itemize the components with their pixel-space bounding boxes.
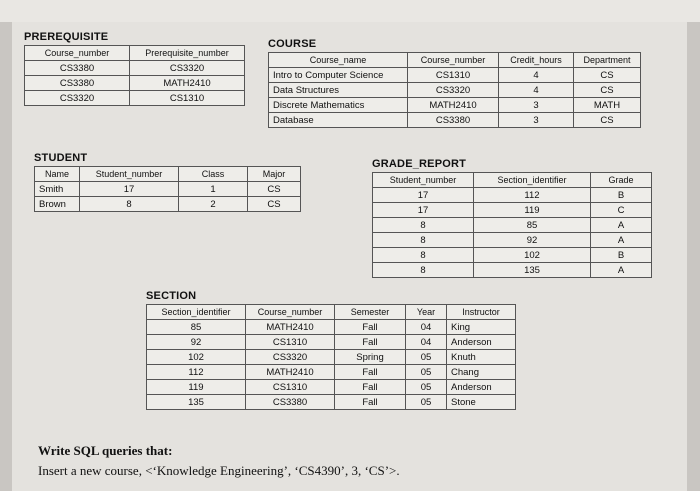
table-cell: Stone [447,395,516,410]
table-cell: CS [574,68,641,83]
column-header: Semester [335,305,406,320]
column-header: Name [35,167,80,182]
table-cell: 4 [499,68,574,83]
table-cell: CS [574,113,641,128]
table-header-row [35,167,301,182]
column-header: Major [248,167,301,182]
table-cell: B [591,188,652,203]
table-cell: Spring [335,350,406,365]
table-row [373,248,652,263]
table-cell: 05 [406,395,447,410]
table-header-row [147,305,516,320]
table-cell: 17 [373,188,474,203]
prerequisite-block [24,31,245,106]
table-cell: Fall [335,320,406,335]
table-cell: MATH2410 [408,98,499,113]
table-cell: Fall [335,335,406,350]
table-cell: Anderson [447,380,516,395]
table-cell: CS1310 [246,380,335,395]
table-cell: MATH [574,98,641,113]
section-title: SECTION [146,290,197,302]
table-cell: 05 [406,380,447,395]
table-cell: 3 [499,113,574,128]
table-cell: MATH2410 [246,320,335,335]
table-cell: CS1310 [246,335,335,350]
table-cell: CS1310 [408,68,499,83]
table-cell: Chang [447,365,516,380]
table-cell: CS3320 [130,61,245,76]
table-cell: 4 [499,83,574,98]
column-header: Instructor [447,305,516,320]
question-heading: Write SQL queries that: [38,443,173,458]
column-header: Prerequisite_number [130,46,245,61]
column-header: Course_name [269,53,408,68]
course-table [268,52,641,128]
student-table [34,166,301,212]
grade-report-block [372,158,652,278]
table-row [35,197,301,212]
course-title: COURSE [268,38,317,50]
prerequisite-title: PREREQUISITE [24,31,109,43]
table-row [147,380,516,395]
table-row [147,395,516,410]
table-cell: 119 [147,380,246,395]
table-cell: A [591,263,652,278]
table-row [373,188,652,203]
table-cell: 17 [80,182,179,197]
table-cell: Anderson [447,335,516,350]
column-header: Grade [591,173,652,188]
question-instruction: Insert a new course, <‘Knowledge Engineering’, ‘CS4390’, 3, ‘CS’>. [38,463,400,478]
table-cell: B [591,248,652,263]
table-cell: Database [269,113,408,128]
course-block [268,38,641,128]
question-text [38,443,400,479]
table-row [373,263,652,278]
table-cell: 1 [179,182,248,197]
table-header-row [25,46,245,61]
section-block [146,290,516,410]
table-cell: 04 [406,320,447,335]
table-cell: King [447,320,516,335]
table-row [269,68,641,83]
table-cell: 135 [474,263,591,278]
column-header: Course_number [408,53,499,68]
table-row [373,218,652,233]
prerequisite-table [24,45,245,106]
table-row [269,83,641,98]
table-cell: 3 [499,98,574,113]
table-cell: Knuth [447,350,516,365]
table-cell: 2 [179,197,248,212]
column-header: Section_identifier [147,305,246,320]
student-title: STUDENT [34,152,88,164]
column-header: Student_number [373,173,474,188]
table-cell: 8 [80,197,179,212]
table-cell: A [591,233,652,248]
top-strip [0,0,700,22]
table-cell: CS3380 [408,113,499,128]
grade-report-title: GRADE_REPORT [372,158,467,170]
table-cell: 92 [474,233,591,248]
table-cell: 8 [373,248,474,263]
table-row [373,233,652,248]
table-cell: 102 [474,248,591,263]
table-row [269,98,641,113]
table-cell: 8 [373,233,474,248]
table-cell: MATH2410 [130,76,245,91]
table-row [25,91,245,106]
column-header: Section_identifier [474,173,591,188]
table-cell: CS [248,197,301,212]
table-cell: 112 [147,365,246,380]
table-row [373,203,652,218]
table-cell: Fall [335,365,406,380]
column-header: Department [574,53,641,68]
table-cell: 85 [474,218,591,233]
table-row [147,320,516,335]
table-cell: CS [248,182,301,197]
table-cell: 04 [406,335,447,350]
table-cell: CS1310 [130,91,245,106]
table-cell: Brown [35,197,80,212]
column-header: Course_number [25,46,130,61]
table-cell: 112 [474,188,591,203]
table-cell: 8 [373,218,474,233]
table-header-row [269,53,641,68]
table-cell: Fall [335,380,406,395]
table-cell: Intro to Computer Science [269,68,408,83]
column-header: Year [406,305,447,320]
student-block [34,152,301,212]
table-cell: CS [574,83,641,98]
table-cell: Fall [335,395,406,410]
table-cell: CS3380 [25,76,130,91]
column-header: Class [179,167,248,182]
table-cell: CS3380 [25,61,130,76]
table-cell: Data Structures [269,83,408,98]
table-cell: CS3380 [246,395,335,410]
grade-report-table [372,172,652,278]
table-cell: 17 [373,203,474,218]
table-cell: 05 [406,350,447,365]
table-cell: MATH2410 [246,365,335,380]
table-row [147,365,516,380]
table-cell: Smith [35,182,80,197]
table-cell: 85 [147,320,246,335]
table-cell: CS3320 [25,91,130,106]
table-row [269,113,641,128]
table-cell: 92 [147,335,246,350]
column-header: Credit_hours [499,53,574,68]
table-cell: 05 [406,365,447,380]
table-row [25,61,245,76]
table-header-row [373,173,652,188]
table-cell: A [591,218,652,233]
table-cell: 102 [147,350,246,365]
table-cell: C [591,203,652,218]
table-cell: 119 [474,203,591,218]
table-cell: Discrete Mathematics [269,98,408,113]
table-row [147,335,516,350]
column-header: Course_number [246,305,335,320]
table-cell: 8 [373,263,474,278]
section-table [146,304,516,410]
column-header: Student_number [80,167,179,182]
table-cell: 135 [147,395,246,410]
table-row [147,350,516,365]
table-row [35,182,301,197]
table-cell: CS3320 [246,350,335,365]
table-cell: CS3320 [408,83,499,98]
table-row [25,76,245,91]
